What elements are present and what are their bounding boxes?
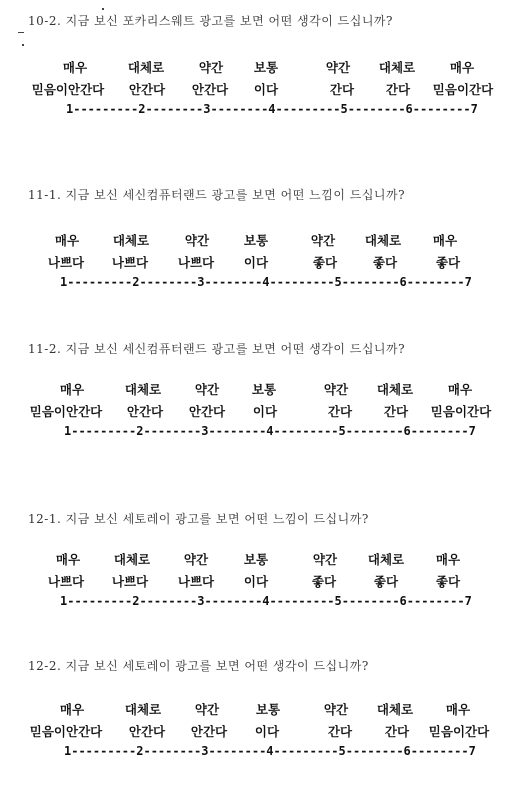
scale-label: 나쁘다 [177,255,215,270]
scale-label: 이다 [254,724,280,739]
scale-label: 이다 [253,82,279,97]
scale-label: 안간다 [128,82,166,97]
scale-label: 매우 [445,702,471,717]
scale-label: 좋다 [373,574,399,589]
scale-label: 매우 [59,702,85,717]
scale-label: 매우 [447,382,473,397]
scale-label: 대체로 [367,552,405,567]
scale-label: 나쁘다 [111,574,149,589]
scale-label: 믿음이안간다 [31,82,105,97]
scale-label: 좋다 [312,255,338,270]
scale-label: 간다 [329,82,355,97]
scale-label: 약간 [184,233,210,248]
scale-label: 안간다 [191,82,229,97]
scale-label: 약간 [183,552,209,567]
scan-speck [22,44,24,46]
scale-label: 약간 [198,60,224,75]
scale-label: 약간 [325,60,351,75]
scale-label: 매우 [435,552,461,567]
scale-label: 매우 [59,382,85,397]
question-prompt: 12-1. 지금 보신 세토레이 광고를 보면 어떤 느낌이 드십니까? [28,512,369,526]
scan-speck [102,8,104,10]
scale-label: 나쁘다 [111,255,149,270]
scale-label: 대체로 [124,702,162,717]
scale-label: 약간 [194,382,220,397]
scale-label: 나쁘다 [47,574,85,589]
scale-label: 안간다 [128,724,166,739]
scale-label: 대체로 [376,702,414,717]
scale-label: 대체로 [364,233,402,248]
scale-label: 보통 [243,233,269,248]
scale-label: 믿음이안간다 [29,724,103,739]
scale-numbers: 1---------2--------3--------4---------5--------6--------7 [64,424,476,438]
scale-label: 보통 [243,552,269,567]
scale-label: 간다 [383,404,409,419]
scale-label: 대체로 [378,60,416,75]
scale-numbers: 1---------2--------3--------4---------5--------6--------7 [64,744,476,758]
scale-numbers: 1---------2--------3--------4---------5--------6--------7 [60,275,472,289]
scale-label: 안간다 [188,404,226,419]
scale-label: 매우 [54,233,80,248]
scale-label: 좋다 [311,574,337,589]
scale-label: 나쁘다 [47,255,85,270]
scale-label: 간다 [327,724,353,739]
scale-label: 보통 [253,60,279,75]
margin-mark [18,32,24,33]
scale-label: 안간다 [190,724,228,739]
question-prompt: 11-2. 지금 보신 세신컴퓨터랜드 광고를 보면 어떤 생각이 드십니까? [28,342,406,356]
scale-label: 약간 [194,702,220,717]
scale-label: 보통 [251,382,277,397]
scale-label: 좋다 [435,255,461,270]
scale-label: 대체로 [112,233,150,248]
scale-label: 대체로 [124,382,162,397]
scale-label: 보통 [255,702,281,717]
scale-label: 좋다 [372,255,398,270]
scale-label: 매우 [432,233,458,248]
scale-label: 대체로 [127,60,165,75]
scale-label: 매우 [55,552,81,567]
scale-label: 간다 [385,82,411,97]
scale-label: 이다 [252,404,278,419]
scale-label: 좋다 [435,574,461,589]
scale-label: 대체로 [376,382,414,397]
scale-label: 약간 [323,702,349,717]
scale-label: 간다 [327,404,353,419]
scale-label: 매우 [62,60,88,75]
question-prompt: 10-2. 지금 보신 포카리스웨트 광고를 보면 어떤 생각이 드십니까? [28,14,393,28]
scale-label: 믿음이안간다 [29,404,103,419]
scale-label: 약간 [323,382,349,397]
question-prompt: 11-1. 지금 보신 세신컴퓨터랜드 광고를 보면 어떤 느낌이 드십니까? [28,188,406,202]
scale-label: 믿음이간다 [430,404,492,419]
scale-label: 대체로 [113,552,151,567]
scale-numbers: 1---------2--------3--------4---------5--------6--------7 [66,102,478,116]
scale-label: 믿음이간다 [432,82,494,97]
scale-label: 믿음이간다 [428,724,490,739]
scale-label: 간다 [384,724,410,739]
question-prompt: 12-2. 지금 보신 세토레이 광고를 보면 어떤 생각이 드십니까? [28,659,369,673]
scale-label: 약간 [312,552,338,567]
scale-numbers: 1---------2--------3--------4---------5--------6--------7 [60,594,472,608]
scale-label: 약간 [310,233,336,248]
scale-label: 나쁘다 [177,574,215,589]
scale-label: 이다 [243,574,269,589]
scale-label: 이다 [243,255,269,270]
scale-label: 매우 [449,60,475,75]
scale-label: 안간다 [126,404,164,419]
